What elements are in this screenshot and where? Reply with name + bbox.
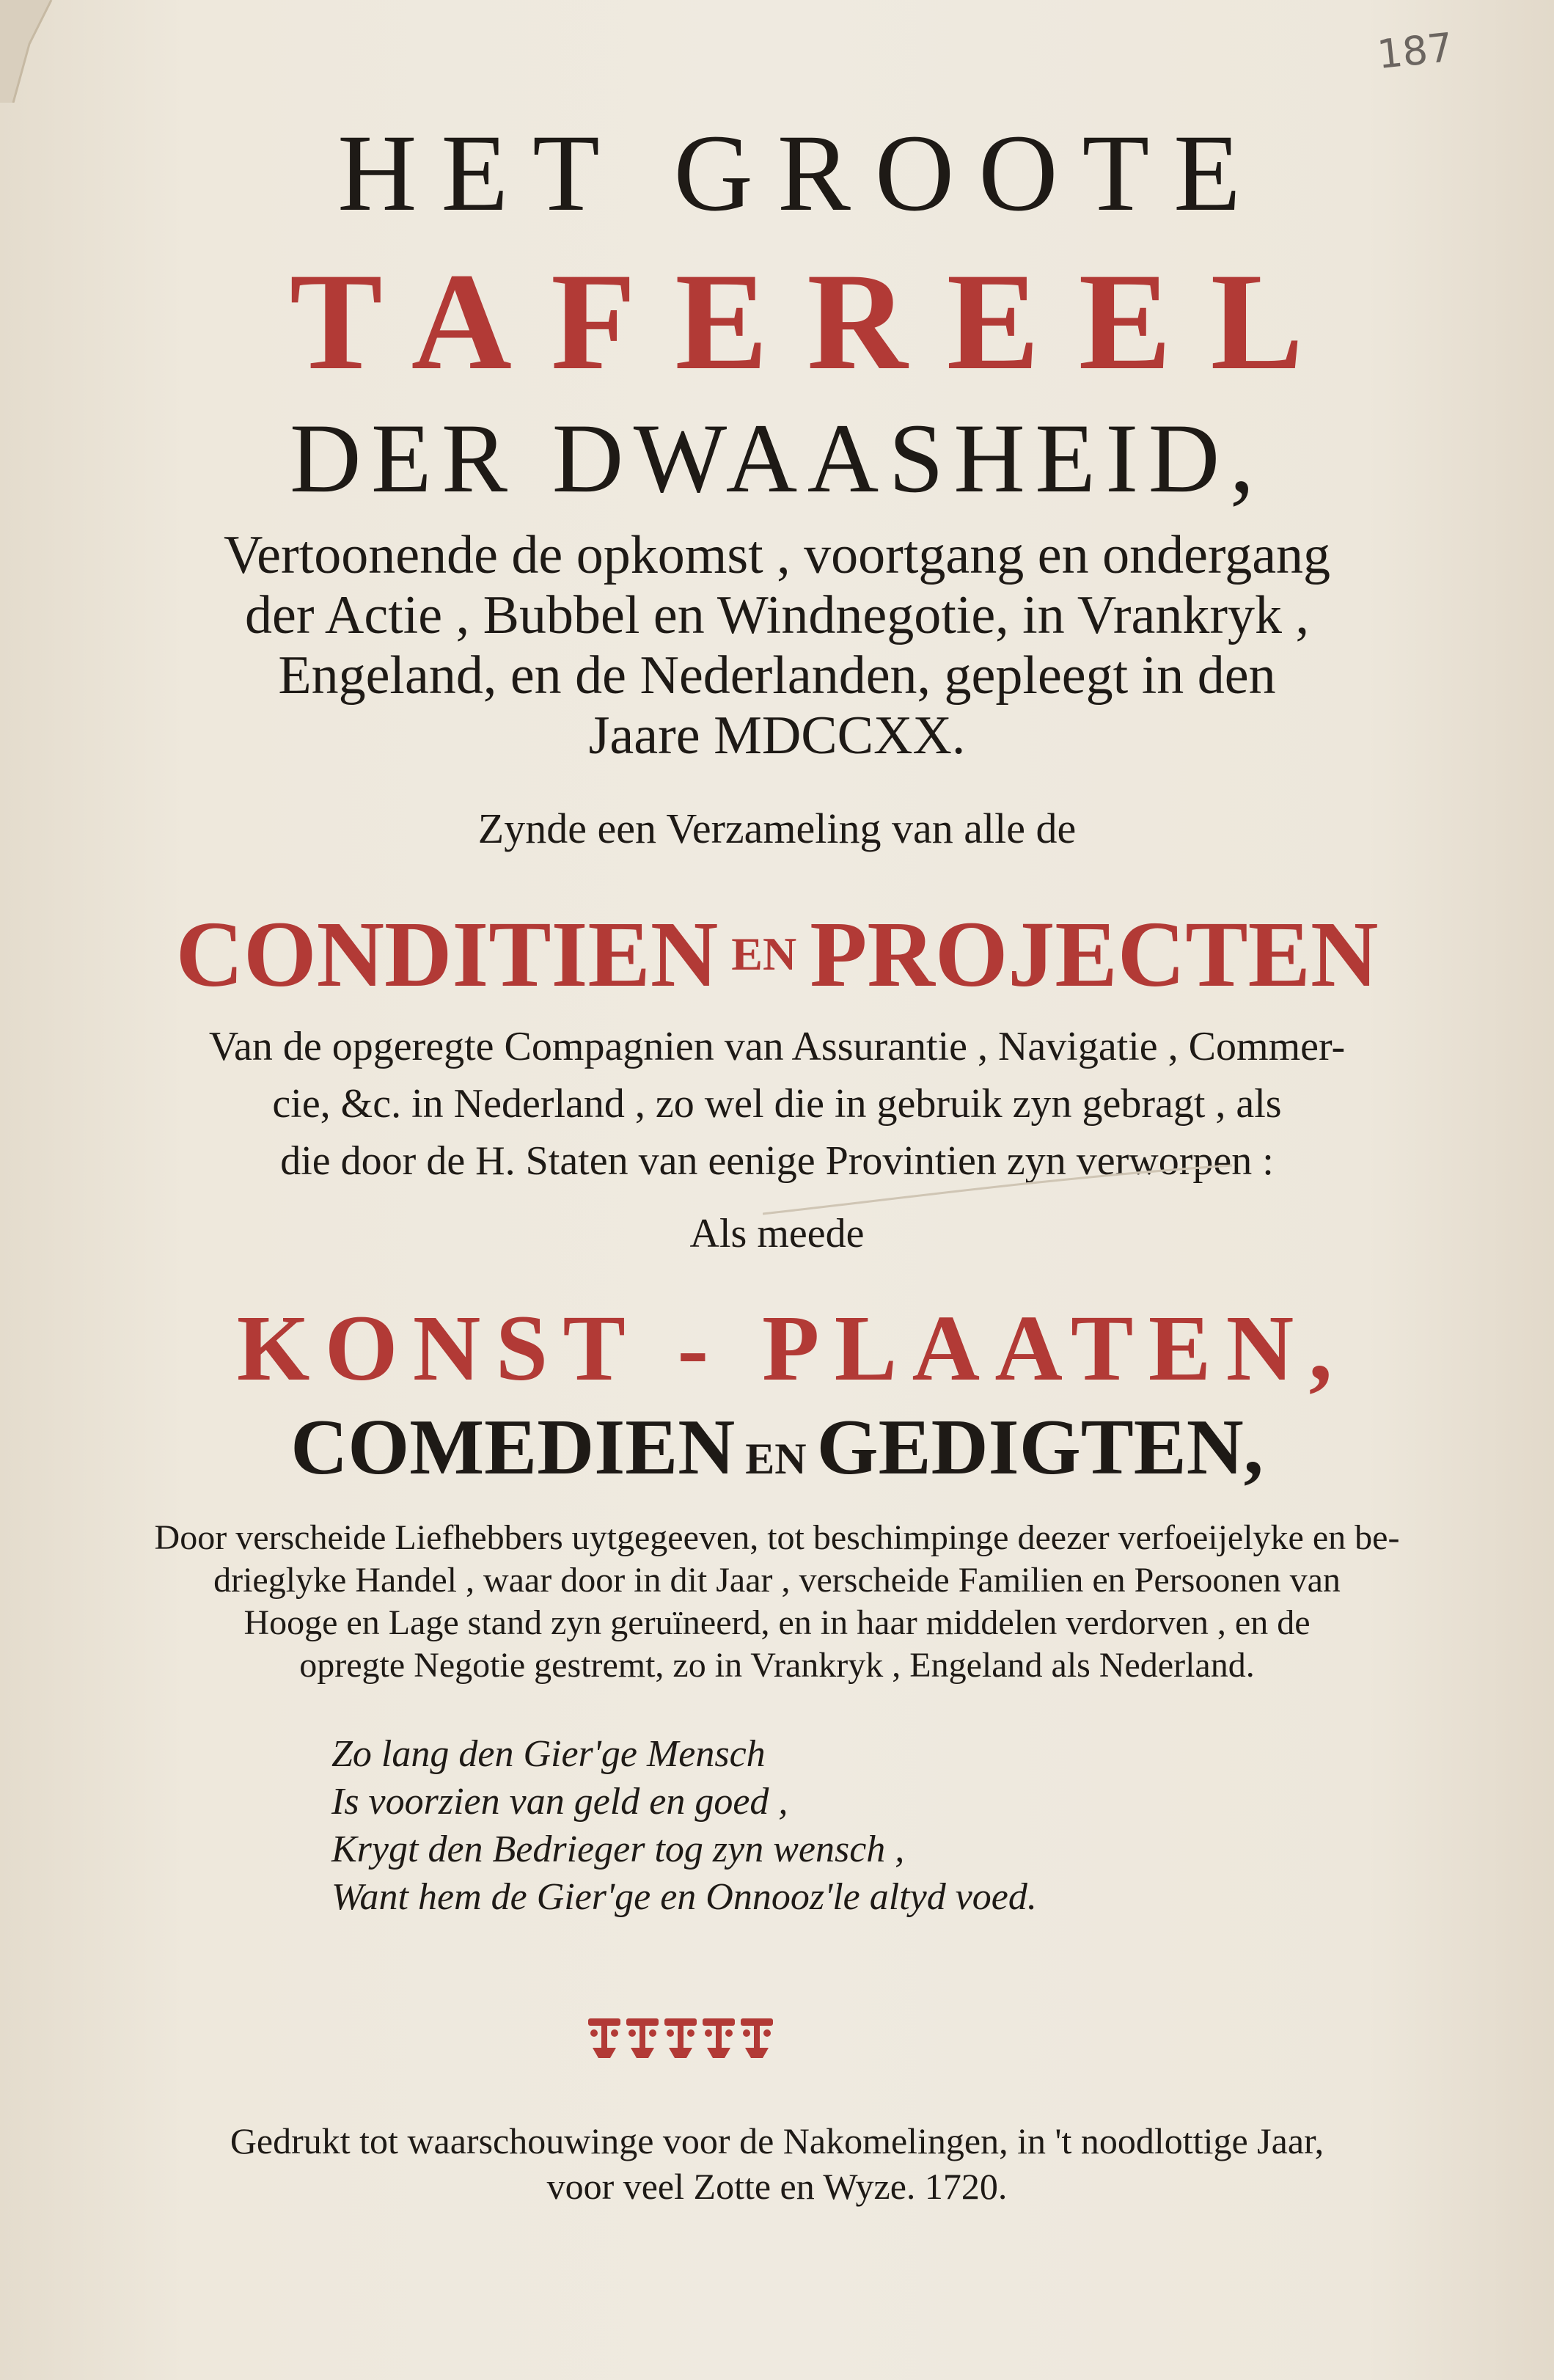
conditions-text-line-3: die door de H. Staten van eenige Provintien zyn verworpen : [280,1138,1274,1184]
collection-line: Zynde een Verzameling van alle de [477,805,1077,852]
printers-ornament-icon [585,2015,776,2061]
pencil-catalog-number: 187 [1374,23,1456,78]
verse-line-4: Want hem de Gier'ge en Onnooz'le altyd voed. [331,1876,1037,1918]
title-line-tafereel: TAFEREEL [289,245,1343,399]
subtitle-line-1: Vertoonende de opkomst , voortgang en ondergang [223,525,1331,585]
comedien-heading [0,1402,1554,1493]
gedigten-word: GEDIGTEN, [816,1404,1264,1491]
conditions-text-line-2: cie, &c. in Nederland , zo wel die in gebruik zyn gebragt , als [272,1081,1282,1127]
verse-line-3: Krygt den Bedrieger tog zyn wensch , [331,1828,905,1870]
imprint-line-1: Gedrukt tot waarschouwinge voor de Nakomelingen, in 't noodlottige Jaar, [230,2120,1324,2161]
projecten-word: PROJECTEN [810,902,1379,1006]
conditions-word: CONDITIEN [175,902,719,1006]
subtitle-line-2: der Actie , Bubbel en Windnegotie, in Vrankryk , [244,585,1310,645]
subtitle-line-3: Engeland, en de Nederlanden, gepleegt in den [278,645,1276,706]
imprint-line-2: voor veel Zotte en Wyze. 1720. [546,2166,1008,2207]
title-line-het-groote: HET GROOTE [337,112,1265,234]
body-text-line-2: drieglyke Handel , waar door in dit Jaar , verscheide Familien en Persoonen van [213,1561,1341,1600]
comedien-en-word: EN [745,1435,807,1483]
paper-tear-mark [0,0,73,103]
also-line: Als meede [689,1211,865,1256]
konst-plaaten-heading: KONST - PLAATEN, [236,1296,1348,1400]
body-text-line-1: Door verscheide Liefhebbers uytgegeeven, tot beschimpinge deezer verfoeijelyke en be- [154,1518,1400,1557]
conditions-en-word: EN [731,927,797,980]
verse-line-2: Is voorzien van geld en goed , [331,1781,788,1823]
body-text-line-4: opregte Negotie gestremt, zo in Vrankryk , Engeland als Nederland. [299,1646,1255,1685]
subtitle-line-4: Jaare MDCCXX. [588,706,966,766]
comedien-word: COMEDIEN [290,1404,736,1491]
conditions-heading [0,901,1554,1008]
body-text-line-3: Hooge en Lage stand zyn geruïneerd, en in haar middelen verdorven , en de [243,1603,1311,1642]
verse-line-1: Zo lang den Gier'ge Mensch [331,1733,766,1775]
title-line-der-dwaasheid: DER DWAASHEID, [290,404,1264,513]
conditions-text-line-1: Van de opgeregte Compagnien van Assurantie , Navigatie , Commer- [208,1024,1346,1069]
